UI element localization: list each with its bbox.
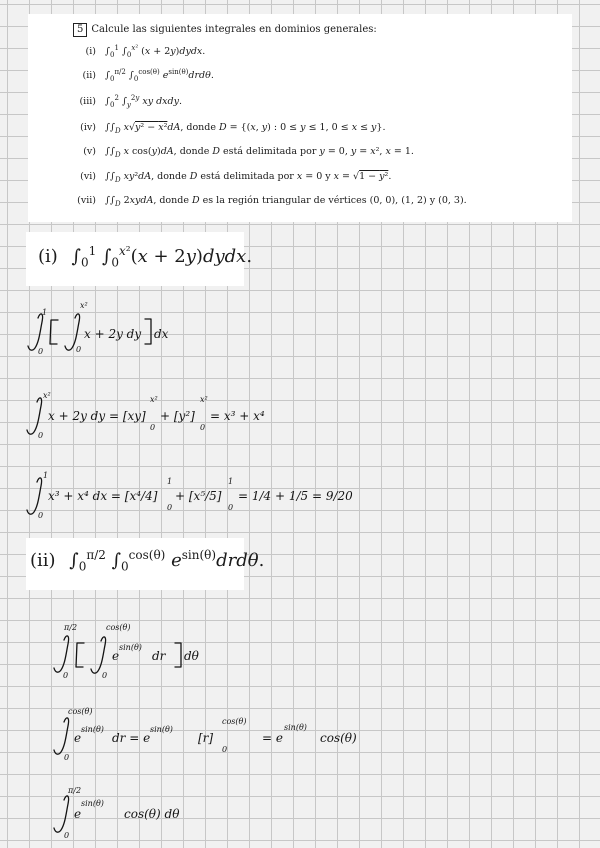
svg-text:e: e bbox=[74, 807, 82, 821]
part-ii-formula: $\int_0^{\pi/2}$ $\int_0^{cos(\theta)}$ $e^{sin(\theta)}drd\theta$. bbox=[69, 548, 265, 574]
svg-text:π/2: π/2 bbox=[64, 623, 78, 632]
svg-text:cos(θ): cos(θ) bbox=[68, 707, 93, 716]
hw-line-ii-3 bbox=[54, 786, 180, 840]
svg-text:cos(θ): cos(θ) bbox=[320, 731, 357, 745]
svg-text:x²: x² bbox=[80, 301, 88, 310]
svg-text:dr: dr bbox=[152, 649, 166, 663]
item-label: (vi) bbox=[80, 171, 96, 182]
svg-text:dx: dx bbox=[154, 327, 169, 341]
hw-line-ii-1 bbox=[54, 623, 200, 680]
item-label: (iv) bbox=[80, 122, 96, 133]
item-formula: $\int_0^1$ $\int_0^{x^2}$ (x + 2y)dydx. bbox=[105, 43, 206, 59]
svg-text:sin(θ): sin(θ) bbox=[150, 725, 173, 734]
problem-title: Calcule las siguientes integrales en dominios generales: bbox=[91, 24, 377, 35]
svg-text:0: 0 bbox=[63, 671, 69, 680]
svg-text:0: 0 bbox=[64, 753, 70, 762]
svg-text:cos(θ): cos(θ) bbox=[106, 623, 131, 632]
svg-text:e: e bbox=[74, 731, 82, 745]
svg-text:0: 0 bbox=[64, 831, 70, 840]
svg-text:[r]: [r] bbox=[198, 731, 214, 745]
svg-text:0: 0 bbox=[102, 671, 108, 680]
svg-text:= x³ + x⁴: = x³ + x⁴ bbox=[210, 409, 265, 423]
svg-text:sin(θ): sin(θ) bbox=[119, 643, 142, 652]
svg-text:0: 0 bbox=[38, 347, 44, 356]
item-formula: $\int\int_D$ x cos(y)dA, donde D está delimitada por y = 0, y = x², x = 1. bbox=[105, 146, 414, 159]
svg-text:e: e bbox=[112, 649, 120, 663]
hw-line-i-2 bbox=[27, 391, 265, 440]
hw-line-ii-2 bbox=[54, 707, 357, 762]
svg-text:0: 0 bbox=[200, 423, 206, 432]
svg-text:0: 0 bbox=[38, 511, 44, 520]
item-label: (v) bbox=[83, 146, 96, 157]
svg-text:1: 1 bbox=[167, 477, 173, 486]
part-i-formula: $\int_0^1$ $\int_0^{x^2}(x$ + 2y)dydx. bbox=[71, 244, 253, 270]
svg-text:sin(θ): sin(θ) bbox=[81, 725, 104, 734]
svg-text:0: 0 bbox=[228, 503, 234, 512]
item-formula: $\int\int_D$ xy²dA, donde D está delimitada por x = 0 y x = √1 − y². bbox=[105, 171, 392, 184]
hw-line-i-1 bbox=[28, 301, 169, 356]
svg-text:cos(θ): cos(θ) bbox=[222, 717, 247, 726]
part-i-label: (i) bbox=[38, 246, 58, 267]
svg-text:x²: x² bbox=[150, 395, 158, 404]
svg-text:0: 0 bbox=[150, 423, 156, 432]
hw-line-i-3 bbox=[27, 471, 353, 520]
svg-text:0: 0 bbox=[167, 503, 173, 512]
svg-text:cos(θ) dθ: cos(θ) dθ bbox=[124, 807, 180, 821]
item-formula: $\int\int_D$ 2xydA, donde D es la región triangular de vértices (0, 0), (1, 2) y (0, 3). bbox=[105, 195, 467, 208]
svg-text:+ [x⁵/5]: + [x⁵/5] bbox=[175, 489, 222, 503]
svg-text:dθ: dθ bbox=[184, 649, 199, 663]
svg-text:sin(θ): sin(θ) bbox=[284, 723, 307, 732]
item-label: (vii) bbox=[77, 195, 96, 206]
svg-text:dr = e: dr = e bbox=[112, 731, 151, 745]
svg-text:0: 0 bbox=[76, 345, 82, 354]
item-label: (iii) bbox=[79, 96, 96, 107]
svg-text:sin(θ): sin(θ) bbox=[81, 799, 104, 808]
svg-text:1: 1 bbox=[42, 308, 48, 317]
svg-text:0: 0 bbox=[222, 745, 228, 754]
svg-text:x²: x² bbox=[43, 391, 51, 400]
svg-text:x²: x² bbox=[200, 395, 208, 404]
svg-text:+ [y²]: + [y²] bbox=[160, 409, 195, 423]
svg-text:1: 1 bbox=[228, 477, 234, 486]
svg-text:x + 2y dy = [xy]: x + 2y dy = [xy] bbox=[48, 409, 146, 423]
svg-text:x + 2y dy: x + 2y dy bbox=[84, 327, 142, 341]
svg-text:0: 0 bbox=[38, 431, 44, 440]
item-formula: $\int_0^2$ $\int_y^{2y}$ xy dxdy. bbox=[105, 93, 183, 109]
item-label: (i) bbox=[85, 46, 96, 57]
item-formula: $\int\int_D$ x√y² − x²dA, donde D = {(x, y) : 0 ≤ y ≤ 1, 0 ≤ x ≤ y}. bbox=[105, 122, 386, 135]
svg-text:1: 1 bbox=[43, 471, 49, 480]
svg-text:x³ + x⁴ dx = [x⁴/4]: x³ + x⁴ dx = [x⁴/4] bbox=[48, 489, 158, 503]
svg-text:= e: = e bbox=[262, 731, 283, 745]
part-ii-label: (ii) bbox=[30, 550, 56, 571]
problem-number: 5 bbox=[73, 23, 87, 37]
item-formula: $\int_0^{\pi/2}$ $\int_0^{cos(\theta)}$ $e^{sin(\theta)}drd\theta$. bbox=[105, 67, 214, 83]
svg-text:= 1/4 + 1/5 = 9/20: = 1/4 + 1/5 = 9/20 bbox=[238, 489, 353, 503]
svg-text:π/2: π/2 bbox=[68, 786, 82, 795]
item-label: (ii) bbox=[82, 70, 96, 81]
